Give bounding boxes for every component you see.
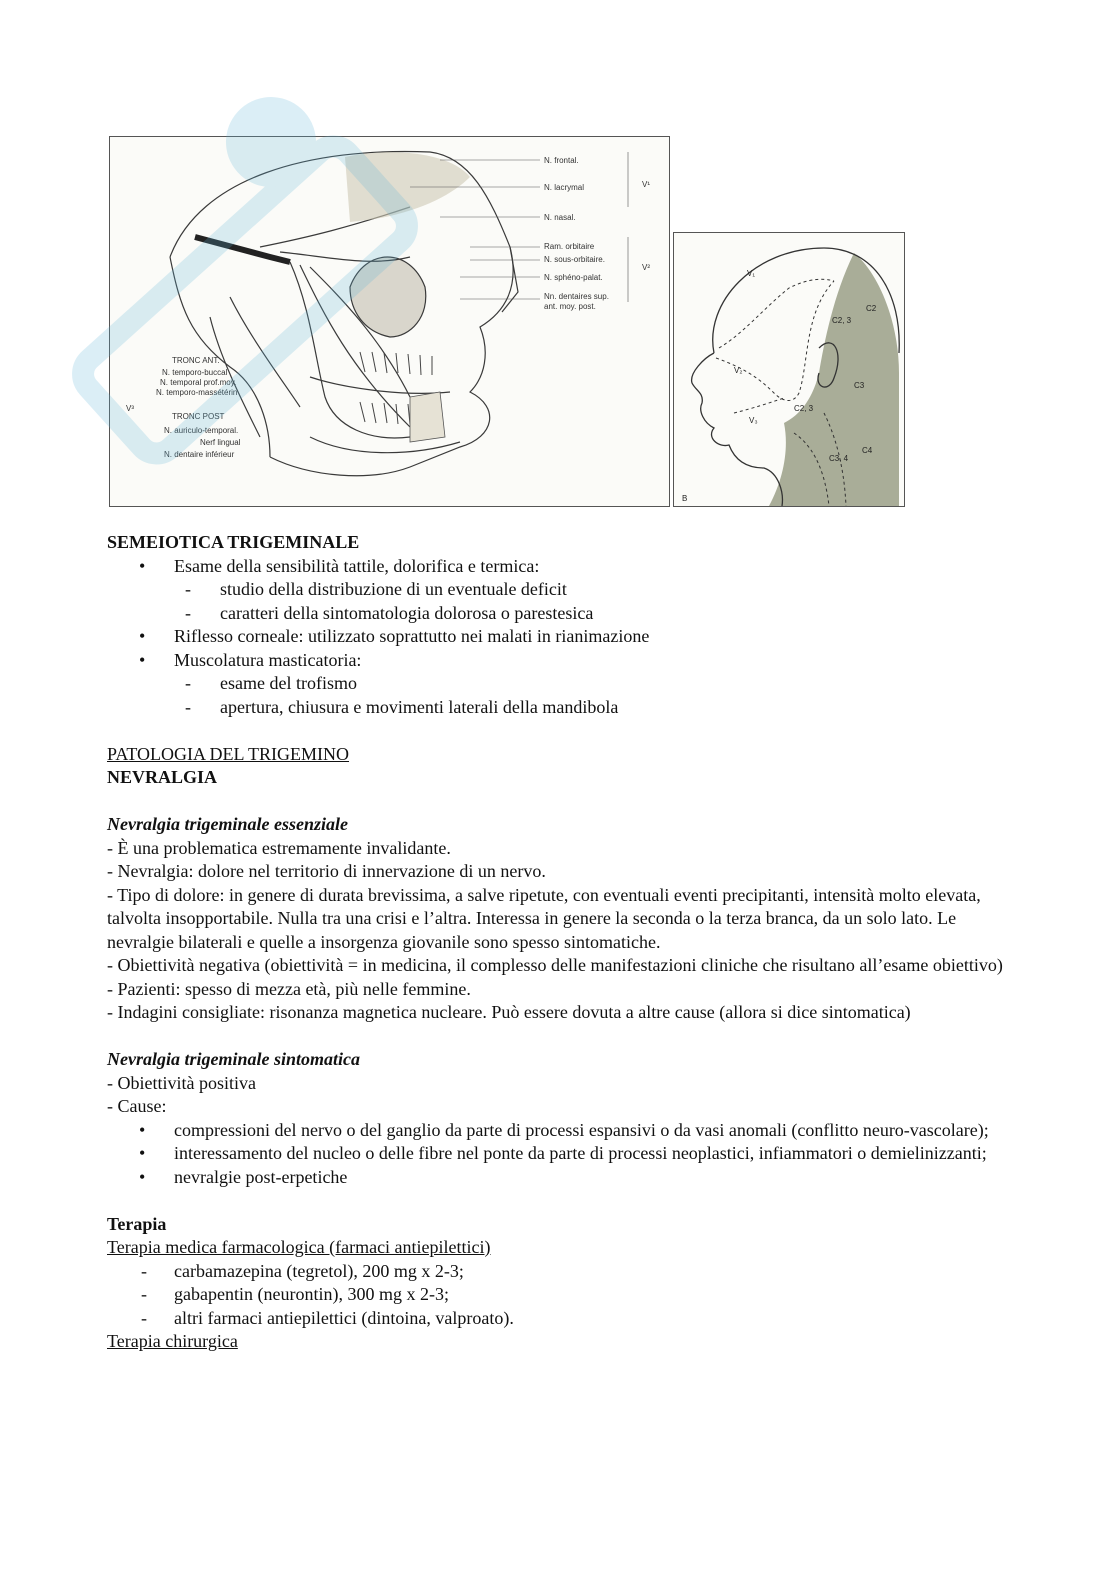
trigeminal-anatomy-drawing xyxy=(110,137,669,506)
list-item: • interessamento del nucleo o delle fibre nel ponte da parte di processi neoplastici, infiammatori o demielinizzanti; xyxy=(107,1142,1007,1166)
label-ram-orbitaire: Ram. orbitaire xyxy=(544,242,595,251)
paragraph: - Cause: xyxy=(107,1096,167,1116)
bullet-text: Muscolatura masticatoria: xyxy=(174,649,362,670)
label-n-temporal-prof: N. temporal prof.moy. xyxy=(160,378,237,387)
label-panel-b: B xyxy=(682,494,688,503)
paragraph: - È una problematica estremamente invalidante. xyxy=(107,837,451,858)
label-v3-zone: V₃ xyxy=(749,416,758,425)
list-item: - esame del trofismo xyxy=(107,672,1007,696)
label-nerf-lingual: Nerf lingual xyxy=(200,438,241,447)
section-title-patologia: PATOLOGIA DEL TRIGEMINO xyxy=(107,743,350,764)
paragraph: - Nevralgia: dolore nel territorio di innervazione di un nervo. xyxy=(107,861,546,881)
label-v2-zone: V₂ xyxy=(734,366,743,375)
sub-list xyxy=(174,578,1007,625)
cause-list xyxy=(107,1119,1007,1190)
dermatome-head-drawing xyxy=(674,233,904,506)
label-n-dentaire-inferieur: N. dentaire inférieur xyxy=(164,450,235,459)
list-item xyxy=(107,625,1007,649)
heading-terapia-chirurgica: Terapia chirurgica xyxy=(107,1331,238,1351)
sub-list xyxy=(174,672,1007,719)
paragraph: - Pazienti: spesso di mezza età, più nelle femmine. xyxy=(107,978,471,999)
list-item: - studio della distribuzione di un eventuale deficit xyxy=(107,578,1007,602)
heading-terapia-medica: Terapia medica farmacologica (farmaci antiepilettici) xyxy=(107,1237,491,1257)
list-item xyxy=(107,649,1007,720)
label-tronc-ant: TRONC ANT. xyxy=(172,356,220,365)
list-item: - caratteri della sintomatologia dolorosa o parestesica xyxy=(107,602,1007,626)
label-v1: V¹ xyxy=(642,180,650,189)
heading-terapia: Terapia xyxy=(107,1213,167,1234)
drug-list xyxy=(107,1260,1007,1331)
label-v2: V² xyxy=(642,263,650,272)
list-item: - carbamazepina (tegretol), 200 mg x 2-3; xyxy=(107,1260,1007,1284)
label-nn-dentaires-2: ant. moy. post. xyxy=(544,302,596,311)
paragraph: - Obiettività negativa (obiettività = in medicina, il complesso delle manifestazioni cliniche che risultano all’esame obiettivo) xyxy=(107,955,1003,975)
label-n-auriculo-temporal: N. auriculo-temporal. xyxy=(164,426,239,435)
list-item: • compressioni del nervo o del ganglio da parte di processi espansivi o da vasi anomali (conflitto neuro-vascolare); xyxy=(107,1119,1007,1143)
trigeminal-anatomy-figure xyxy=(109,136,670,507)
label-n-sous-orbitaire: N. sous-orbitaire. xyxy=(544,255,605,264)
section-title-semeiotica: SEMEIOTICA TRIGEMINALE xyxy=(107,532,360,552)
label-n-temporo-buccal: N. temporo-buccal xyxy=(162,368,228,377)
semeiotica-list xyxy=(107,555,1007,720)
label-v1-zone: V₁ xyxy=(747,269,756,278)
label-c2: C2 xyxy=(866,304,877,313)
label-n-spheno-palat: N. sphéno-palat. xyxy=(544,273,603,282)
bullet-text: Esame della sensibilità tattile, dolorifica e termica: xyxy=(174,555,540,576)
paragraph: - Tipo di dolore: in genere di durata brevissima, a salve ripetute, con eventuali eventi precipitanti, intensità molto elevata, talvolta insopportabile. Nulla tra una crisi e l’altra. Interessa in genere la seconda o la terza branca, da un solo lato. Le nevralgie bilaterali e quelle a insorgenza giovanile sono spesso sintomatiche. xyxy=(107,884,981,952)
bullet-text: Riflesso corneale: utilizzato soprattutto nei malati in rianimazione xyxy=(174,626,650,646)
label-c4: C4 xyxy=(862,446,873,455)
label-c3: C3 xyxy=(854,381,865,390)
list-item: - apertura, chiusura e movimenti laterali della mandibola xyxy=(107,696,1007,720)
list-item: • nevralgie post-erpetiche xyxy=(107,1166,1007,1190)
list-item xyxy=(107,555,1007,626)
list-item: - altri farmaci antiepilettici (dintoina, valproato). xyxy=(107,1307,1007,1331)
paragraph: - Indagini consigliate: risonanza magnetica nucleare. Può essere dovuta a altre cause (allora si dice sintomatica) xyxy=(107,1002,911,1022)
heading-sintomatica: Nevralgia trigeminale sintomatica xyxy=(107,1049,360,1069)
heading-essenziale: Nevralgia trigeminale essenziale xyxy=(107,814,348,834)
section-subtitle-nevralgia: NEVRALGIA xyxy=(107,767,218,787)
label-c2-3-lower: C2, 3 xyxy=(794,404,814,413)
label-nn-dentaires-1: Nn. dentaires sup. xyxy=(544,292,609,301)
list-item: - gabapentin (neurontin), 300 mg x 2-3; xyxy=(107,1283,1007,1307)
label-v3: V³ xyxy=(126,404,134,413)
document-body xyxy=(107,531,1007,1354)
label-n-frontal: N. frontal. xyxy=(544,156,579,165)
label-c3-4: C3, 4 xyxy=(829,454,849,463)
label-c2-3-upper: C2, 3 xyxy=(832,316,852,325)
dermatome-head-figure xyxy=(673,232,905,507)
label-n-temporo-masseterin: N. temporo-massétérin xyxy=(156,388,238,397)
label-n-lacrymal: N. lacrymal xyxy=(544,183,585,192)
label-tronc-post: TRONC POST xyxy=(172,412,225,421)
label-n-nasal: N. nasal. xyxy=(544,213,576,222)
paragraph: - Obiettività positiva xyxy=(107,1072,256,1093)
